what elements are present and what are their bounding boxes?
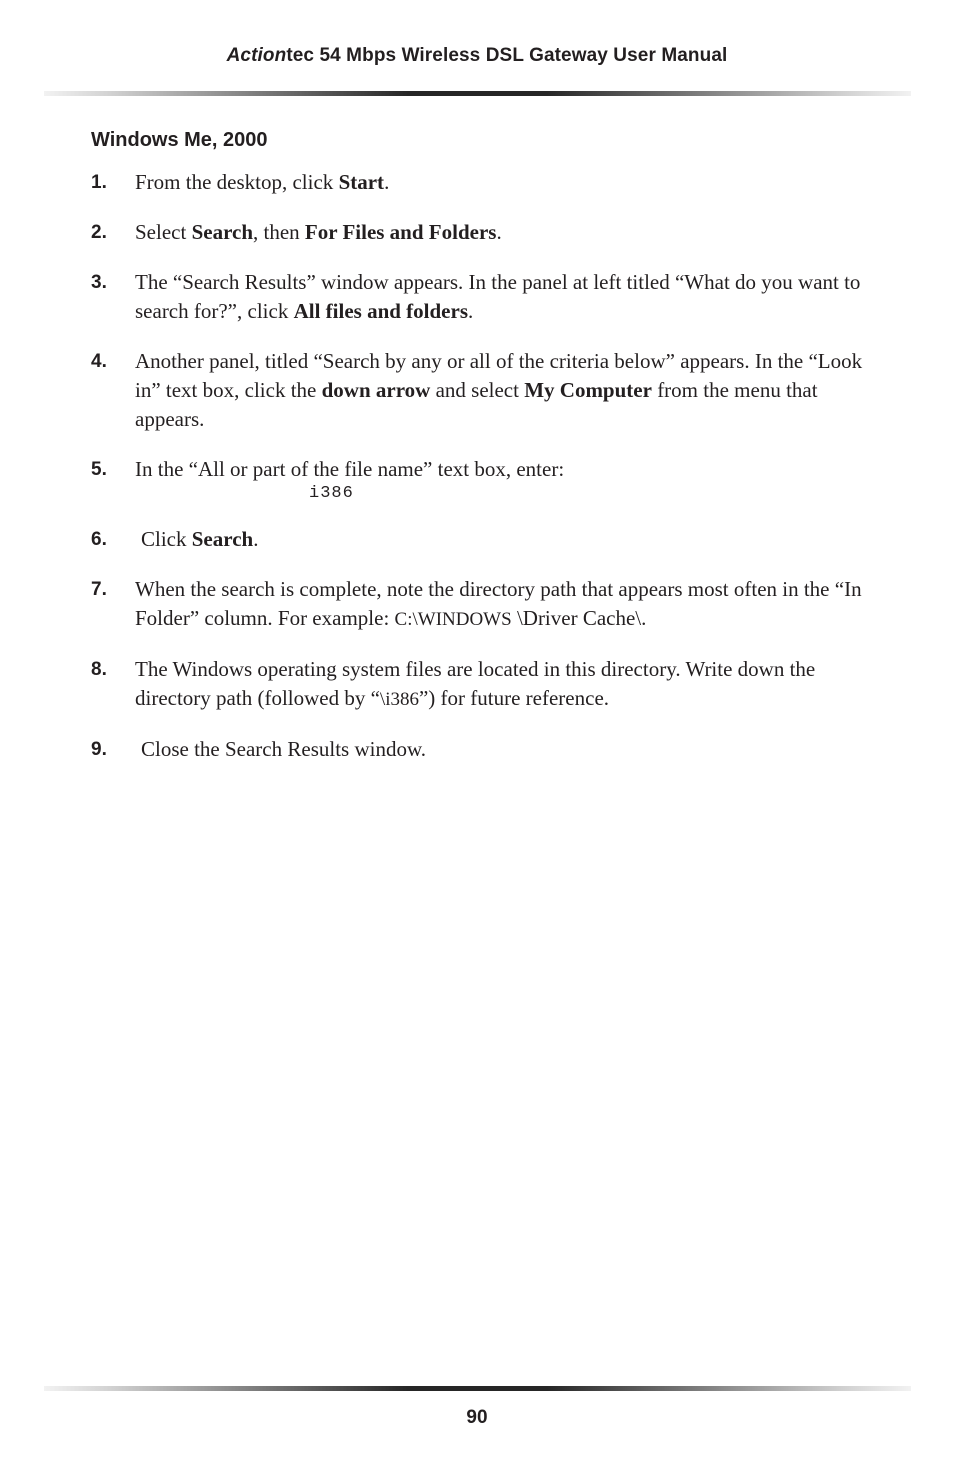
step-8: [91, 655, 866, 714]
step-emphasis: Search: [191, 220, 254, 244]
step-number: 8.: [91, 659, 107, 680]
directory-path: \i386: [379, 689, 419, 710]
step-text: .: [496, 220, 502, 244]
step-number: 7.: [91, 579, 107, 600]
step-text: , then: [253, 220, 305, 244]
directory-path: C:\WINDOWS: [394, 609, 512, 630]
step-emphasis: Search: [191, 527, 254, 551]
step-5: [91, 455, 866, 504]
step-text: In the “All or part of the file name” text box, enter:: [135, 457, 565, 481]
step-4: [91, 347, 866, 434]
step-text: from the menu that appears.: [135, 378, 818, 431]
step-text: When the search is complete, note the directory path that appears most often in the “In Folder” column. For example:: [135, 577, 862, 630]
step-text: .: [468, 299, 474, 323]
step-number: 3.: [91, 272, 107, 293]
step-text: and select: [430, 378, 525, 402]
step-2: [91, 218, 866, 247]
step-text: .: [253, 527, 259, 551]
step-number: 5.: [91, 459, 107, 480]
step-text: The “Search Results” window appears. In the panel at left titled “What do you want to search for?”, click: [135, 270, 861, 323]
step-text: From the desktop, click: [135, 170, 339, 194]
step-7: [91, 575, 866, 634]
step-number: 1.: [91, 172, 107, 193]
header-rule: [44, 91, 911, 96]
header-brand: Action: [226, 45, 287, 66]
code-snippet: i386: [309, 484, 354, 503]
instruction-steps: [91, 168, 866, 785]
step-3: [91, 268, 866, 326]
step-text: .: [384, 170, 390, 194]
step-9: [91, 735, 866, 764]
step-emphasis: My Computer: [524, 378, 652, 402]
step-6: [91, 525, 866, 554]
step-number: 9.: [91, 739, 107, 760]
footer-rule: [44, 1386, 911, 1391]
step-text: ”) for future reference.: [418, 686, 610, 710]
step-number: 4.: [91, 351, 107, 372]
step-text: Close the Search Results window.: [141, 737, 427, 761]
step-emphasis: down arrow: [321, 378, 431, 402]
step-emphasis: For Files and Folders: [304, 220, 497, 244]
step-text: Select: [135, 220, 192, 244]
header-title: tec 54 Mbps Wireless DSL Gateway User Manual: [286, 45, 728, 66]
step-number: 6.: [91, 529, 107, 550]
running-header: [0, 45, 954, 67]
step-emphasis: Start: [338, 170, 385, 194]
step-text: \Driver Cache\.: [511, 606, 647, 630]
step-emphasis: All files and folders: [293, 299, 468, 323]
page-number: 90: [466, 1407, 488, 1428]
step-text: Click: [141, 527, 192, 551]
step-text: The Windows operating system files are located in this directory. Write down the directory path (followed by “: [135, 657, 816, 710]
step-text: Another panel, titled “Search by any or all of the criteria below” appears. In the “Look in” text box, click the: [135, 349, 863, 402]
step-1: [91, 168, 866, 197]
section-title: Windows Me, 2000: [91, 129, 268, 151]
step-number: 2.: [91, 222, 107, 243]
